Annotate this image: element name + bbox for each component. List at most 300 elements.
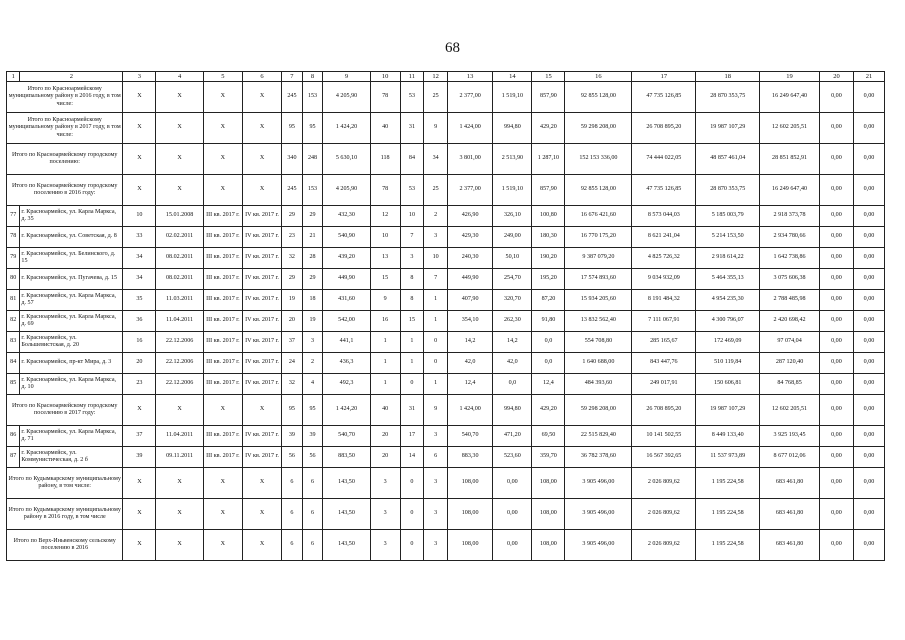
data-cell: 0,00 xyxy=(853,426,884,447)
data-cell: 2 513,90 xyxy=(493,144,532,175)
data-cell: 37 xyxy=(123,426,156,447)
data-cell: 74 444 022,05 xyxy=(632,144,696,175)
data-cell: 2 377,00 xyxy=(447,82,492,113)
data-cell: 287 120,40 xyxy=(760,353,820,374)
data-cell: IV кв. 2017 г. xyxy=(242,248,281,269)
data-cell: 28 870 353,75 xyxy=(696,175,760,206)
data-cell: 14 xyxy=(400,447,424,468)
data-cell: 6 xyxy=(282,530,303,561)
data-cell: X xyxy=(242,175,281,206)
data-cell: 1 195 224,58 xyxy=(696,530,760,561)
data-cell: 26 708 895,20 xyxy=(632,395,696,426)
data-cell: 285 165,67 xyxy=(632,332,696,353)
data-cell: 16 xyxy=(123,332,156,353)
data-cell: 6 xyxy=(424,447,448,468)
data-cell: X xyxy=(123,144,156,175)
data-cell: 95 xyxy=(282,113,303,144)
table-row xyxy=(7,374,885,395)
header-cell: 1 xyxy=(7,72,20,82)
data-cell: 39 xyxy=(123,447,156,468)
data-cell: X xyxy=(203,530,242,561)
data-cell: 994,80 xyxy=(493,395,532,426)
data-cell: 3 905 496,00 xyxy=(565,530,632,561)
data-cell: 1 xyxy=(400,332,424,353)
data-cell: 0,00 xyxy=(819,426,853,447)
data-cell: 50,10 xyxy=(493,248,532,269)
data-cell: 0,00 xyxy=(819,113,853,144)
data-cell: 20 xyxy=(370,426,400,447)
data-cell: X xyxy=(123,530,156,561)
data-cell: 0,00 xyxy=(853,332,884,353)
data-cell: 3 xyxy=(424,426,448,447)
data-cell: 16 xyxy=(370,311,400,332)
data-cell: 4 300 796,07 xyxy=(696,311,760,332)
data-cell: 1 195 224,58 xyxy=(696,468,760,499)
data-cell: 1 xyxy=(424,374,448,395)
data-cell: 0,00 xyxy=(819,395,853,426)
header-cell: 14 xyxy=(493,72,532,82)
total-label: Итого по Красноармейскому городскому поселению в 2016 году: xyxy=(7,175,123,206)
total-row xyxy=(7,113,885,144)
data-cell: 3 801,00 xyxy=(447,144,492,175)
data-cell: 16 249 647,40 xyxy=(760,82,820,113)
data-cell: 10 xyxy=(400,206,424,227)
data-cell: IV кв. 2017 г. xyxy=(242,290,281,311)
data-cell: 2 026 809,62 xyxy=(632,530,696,561)
data-cell: 249,00 xyxy=(493,227,532,248)
header-cell: 16 xyxy=(565,72,632,82)
data-cell: 1 xyxy=(424,311,448,332)
data-cell: 2 xyxy=(302,353,323,374)
header-cell: 5 xyxy=(203,72,242,82)
data-cell: 22.12.2006 xyxy=(156,353,203,374)
address-cell: г. Красноармейск, ул. Карла Маркса, д. 71 xyxy=(20,426,123,447)
data-cell: 84 768,85 xyxy=(760,374,820,395)
header-cell: 9 xyxy=(323,72,370,82)
data-cell: 35 xyxy=(123,290,156,311)
data-cell: 10 141 502,55 xyxy=(632,426,696,447)
data-cell: 449,90 xyxy=(323,269,370,290)
data-cell: 6 xyxy=(302,468,323,499)
data-cell: 40 xyxy=(370,395,400,426)
data-cell: III кв. 2017 г. xyxy=(203,248,242,269)
data-cell: 95 xyxy=(302,113,323,144)
data-cell: 5 630,10 xyxy=(323,144,370,175)
data-cell: 108,00 xyxy=(447,499,492,530)
table-row xyxy=(7,248,885,269)
data-cell: 326,10 xyxy=(493,206,532,227)
data-cell: 2 xyxy=(424,206,448,227)
total-label: Итого по Красноармейскому городскому поселению: xyxy=(7,144,123,175)
data-cell: 540,70 xyxy=(323,426,370,447)
data-cell: 9 034 932,09 xyxy=(632,269,696,290)
data-cell: 0,00 xyxy=(853,353,884,374)
data-cell: 12 xyxy=(370,206,400,227)
address-cell: г. Красноармейск, ул. Советская, д. 8 xyxy=(20,227,123,248)
data-cell: 0,00 xyxy=(493,468,532,499)
data-cell: 0,00 xyxy=(853,290,884,311)
data-cell: 0,00 xyxy=(819,332,853,353)
data-cell: 429,20 xyxy=(532,395,565,426)
data-cell: 84 xyxy=(400,144,424,175)
data-cell: 484 393,60 xyxy=(565,374,632,395)
data-cell: X xyxy=(156,113,203,144)
header-cell: 7 xyxy=(282,72,303,82)
data-cell: 1 287,10 xyxy=(532,144,565,175)
row-number: 81 xyxy=(7,290,20,311)
address-cell: г. Красноармейск, ул. Карла Маркса, д. 10 xyxy=(20,374,123,395)
data-cell: 0 xyxy=(400,499,424,530)
data-cell: 9 xyxy=(424,113,448,144)
data-cell: 108,00 xyxy=(532,499,565,530)
data-cell: 254,70 xyxy=(493,269,532,290)
data-cell: IV кв. 2017 г. xyxy=(242,332,281,353)
data-cell: 20 xyxy=(123,353,156,374)
data-cell: 195,20 xyxy=(532,269,565,290)
data-cell: 0,00 xyxy=(853,447,884,468)
data-cell: 100,80 xyxy=(532,206,565,227)
table-row xyxy=(7,206,885,227)
data-cell: X xyxy=(203,82,242,113)
data-cell: 11.03.2011 xyxy=(156,290,203,311)
data-cell: 143,50 xyxy=(323,530,370,561)
total-row xyxy=(7,499,885,530)
data-cell: 152 153 336,00 xyxy=(565,144,632,175)
data-cell: 248 xyxy=(302,144,323,175)
data-cell: 359,70 xyxy=(532,447,565,468)
data-cell: 92 855 128,00 xyxy=(565,175,632,206)
data-cell: 994,80 xyxy=(493,113,532,144)
data-cell: 249 017,91 xyxy=(632,374,696,395)
row-number: 78 xyxy=(7,227,20,248)
data-cell: X xyxy=(156,499,203,530)
data-cell: IV кв. 2017 г. xyxy=(242,374,281,395)
data-cell: 0,00 xyxy=(819,206,853,227)
data-cell: 56 xyxy=(282,447,303,468)
data-cell: 08.02.2011 xyxy=(156,269,203,290)
data-cell: 1 424,00 xyxy=(447,395,492,426)
data-cell: 47 735 126,85 xyxy=(632,175,696,206)
data-cell: X xyxy=(203,175,242,206)
data-cell: 8 xyxy=(400,290,424,311)
data-cell: 6 xyxy=(282,468,303,499)
address-cell: г. Красноармейск, ул. Коммунистическая, д. 2 б xyxy=(20,447,123,468)
header-cell: 10 xyxy=(370,72,400,82)
data-cell: IV кв. 2017 г. xyxy=(242,426,281,447)
data-cell: 22 515 829,40 xyxy=(565,426,632,447)
address-cell: г. Красноармейск, пр-кт Мира, д. 3 xyxy=(20,353,123,374)
data-cell: 1 xyxy=(370,353,400,374)
data-cell: 22.12.2006 xyxy=(156,374,203,395)
data-cell: 0,00 xyxy=(853,499,884,530)
data-cell: 13 832 562,40 xyxy=(565,311,632,332)
data-cell: 0,00 xyxy=(853,530,884,561)
data-cell: 2 026 809,62 xyxy=(632,499,696,530)
data-cell: 108,00 xyxy=(447,530,492,561)
data-cell: 0,00 xyxy=(493,530,532,561)
data-cell: 16 770 175,20 xyxy=(565,227,632,248)
header-cell: 18 xyxy=(696,72,760,82)
register-table xyxy=(6,71,885,561)
data-cell: 0,00 xyxy=(853,269,884,290)
data-cell: 20 xyxy=(282,311,303,332)
data-cell: 12 602 205,51 xyxy=(760,113,820,144)
data-cell: X xyxy=(156,82,203,113)
data-cell: 523,60 xyxy=(493,447,532,468)
data-cell: 0,00 xyxy=(853,248,884,269)
data-cell: 3 xyxy=(424,227,448,248)
data-cell: X xyxy=(156,395,203,426)
total-label: Итого по Красноармейскому городскому поселению в 2017 году: xyxy=(7,395,123,426)
data-cell: 1 xyxy=(424,290,448,311)
data-cell: X xyxy=(242,499,281,530)
data-cell: 245 xyxy=(282,175,303,206)
data-cell: 449,90 xyxy=(447,269,492,290)
data-cell: 2 377,00 xyxy=(447,175,492,206)
data-cell: 15.01.2008 xyxy=(156,206,203,227)
data-cell: X xyxy=(123,175,156,206)
address-cell: г. Красноармейск, ул. Белинского, д. 15 xyxy=(20,248,123,269)
data-cell: 29 xyxy=(302,206,323,227)
data-cell: 2 788 485,98 xyxy=(760,290,820,311)
data-cell: 9 387 079,20 xyxy=(565,248,632,269)
data-cell: 26 708 895,20 xyxy=(632,113,696,144)
header-cell: 20 xyxy=(819,72,853,82)
row-number: 85 xyxy=(7,374,20,395)
data-cell: 24 xyxy=(282,353,303,374)
data-cell: 4 xyxy=(302,374,323,395)
data-cell: 441,1 xyxy=(323,332,370,353)
data-cell: 3 xyxy=(400,248,424,269)
data-cell: 59 298 208,00 xyxy=(565,395,632,426)
data-cell: 3 xyxy=(424,468,448,499)
data-cell: 17 574 893,60 xyxy=(565,269,632,290)
data-cell: 7 xyxy=(424,269,448,290)
data-cell: 31 xyxy=(400,395,424,426)
data-cell: 0,00 xyxy=(819,530,853,561)
data-cell: 0,00 xyxy=(819,269,853,290)
data-cell: 883,30 xyxy=(447,447,492,468)
address-cell: г. Красноармейск, ул. Большевистская, д. 20 xyxy=(20,332,123,353)
data-cell: IV кв. 2017 г. xyxy=(242,311,281,332)
data-cell: 683 461,80 xyxy=(760,499,820,530)
data-cell: 0,00 xyxy=(853,113,884,144)
data-cell: 78 xyxy=(370,82,400,113)
data-cell: 53 xyxy=(400,175,424,206)
data-cell: 11.04.2011 xyxy=(156,426,203,447)
data-cell: 0,0 xyxy=(532,332,565,353)
data-cell: 180,30 xyxy=(532,227,565,248)
data-cell: 7 111 067,91 xyxy=(632,311,696,332)
data-cell: X xyxy=(242,82,281,113)
data-cell: X xyxy=(242,468,281,499)
data-cell: 37 xyxy=(282,332,303,353)
data-cell: 9 xyxy=(424,395,448,426)
total-row xyxy=(7,82,885,113)
data-cell: X xyxy=(203,499,242,530)
data-cell: 19 987 107,29 xyxy=(696,395,760,426)
data-cell: 240,30 xyxy=(447,248,492,269)
total-label: Итого по Кудымкарскому муниципальному району, в том числе: xyxy=(7,468,123,499)
data-cell: 340 xyxy=(282,144,303,175)
table-row xyxy=(7,426,885,447)
data-cell: 39 xyxy=(302,426,323,447)
data-cell: 429,30 xyxy=(447,227,492,248)
header-cell: 11 xyxy=(400,72,424,82)
table-row xyxy=(7,447,885,468)
data-cell: 6 xyxy=(302,499,323,530)
table-row xyxy=(7,353,885,374)
data-cell: 5 185 003,79 xyxy=(696,206,760,227)
data-cell: 1 195 224,58 xyxy=(696,499,760,530)
data-cell: III кв. 2017 г. xyxy=(203,447,242,468)
total-label: Итого по Верх-Иньвенскому сельскому поселению в 2016 xyxy=(7,530,123,561)
data-cell: 40 xyxy=(370,113,400,144)
table-row xyxy=(7,269,885,290)
data-cell: 21 xyxy=(302,227,323,248)
data-cell: 0,00 xyxy=(853,395,884,426)
data-cell: 3 905 496,00 xyxy=(565,499,632,530)
data-cell: 34 xyxy=(424,144,448,175)
data-cell: 3 xyxy=(302,332,323,353)
data-cell: 17 xyxy=(400,426,424,447)
data-cell: 190,20 xyxy=(532,248,565,269)
data-cell: 7 xyxy=(400,227,424,248)
data-cell: 1 424,00 xyxy=(447,113,492,144)
data-cell: 25 xyxy=(424,175,448,206)
data-cell: 53 xyxy=(400,82,424,113)
data-cell: 118 xyxy=(370,144,400,175)
data-cell: 108,00 xyxy=(447,468,492,499)
table-row xyxy=(7,227,885,248)
data-cell: 22.12.2006 xyxy=(156,332,203,353)
data-cell: 5 464 355,13 xyxy=(696,269,760,290)
data-cell: 87,20 xyxy=(532,290,565,311)
data-cell: 0 xyxy=(424,332,448,353)
data-cell: 8 677 012,06 xyxy=(760,447,820,468)
header-cell: 8 xyxy=(302,72,323,82)
table-row xyxy=(7,311,885,332)
data-cell: 4 205,90 xyxy=(323,175,370,206)
total-row xyxy=(7,395,885,426)
data-cell: X xyxy=(123,395,156,426)
data-cell: 31 xyxy=(400,113,424,144)
total-row xyxy=(7,468,885,499)
data-cell: 15 934 205,60 xyxy=(565,290,632,311)
data-cell: IV кв. 2017 г. xyxy=(242,206,281,227)
data-cell: IV кв. 2017 г. xyxy=(242,227,281,248)
data-cell: 143,50 xyxy=(323,468,370,499)
data-cell: 11 537 973,89 xyxy=(696,447,760,468)
data-cell: 48 857 461,04 xyxy=(696,144,760,175)
header-cell: 17 xyxy=(632,72,696,82)
data-cell: 0,00 xyxy=(819,499,853,530)
data-cell: 8 191 484,32 xyxy=(632,290,696,311)
data-cell: 3 xyxy=(370,499,400,530)
data-cell: 0,00 xyxy=(819,82,853,113)
data-cell: 15 xyxy=(400,311,424,332)
data-cell: 14,2 xyxy=(493,332,532,353)
data-cell: 6 xyxy=(282,499,303,530)
data-cell: III кв. 2017 г. xyxy=(203,311,242,332)
data-cell: 1 xyxy=(400,353,424,374)
total-row xyxy=(7,144,885,175)
data-cell: 429,20 xyxy=(532,113,565,144)
data-cell: 857,90 xyxy=(532,175,565,206)
data-cell: 0,00 xyxy=(819,290,853,311)
data-cell: 20 xyxy=(370,447,400,468)
data-cell: 56 xyxy=(302,447,323,468)
data-cell: 432,30 xyxy=(323,206,370,227)
data-cell: 14,2 xyxy=(447,332,492,353)
row-number: 86 xyxy=(7,426,20,447)
data-cell: 36 782 378,60 xyxy=(565,447,632,468)
data-cell: 33 xyxy=(123,227,156,248)
data-cell: X xyxy=(203,113,242,144)
data-cell: 436,3 xyxy=(323,353,370,374)
data-cell: X xyxy=(156,144,203,175)
data-cell: 10 xyxy=(424,248,448,269)
row-number: 83 xyxy=(7,332,20,353)
data-cell: 153 xyxy=(302,175,323,206)
data-cell: 3 925 193,45 xyxy=(760,426,820,447)
data-cell: 9 xyxy=(370,290,400,311)
data-cell: 471,20 xyxy=(493,426,532,447)
header-cell: 13 xyxy=(447,72,492,82)
data-cell: 426,90 xyxy=(447,206,492,227)
data-cell: 0,00 xyxy=(853,144,884,175)
data-cell: 0,0 xyxy=(532,353,565,374)
header-cell: 3 xyxy=(123,72,156,82)
data-cell: 883,50 xyxy=(323,447,370,468)
data-cell: 540,90 xyxy=(323,227,370,248)
data-cell: 1 642 738,86 xyxy=(760,248,820,269)
data-cell: 0,00 xyxy=(819,144,853,175)
data-cell: 19 987 107,29 xyxy=(696,113,760,144)
data-cell: 0,0 xyxy=(493,374,532,395)
data-cell: 3 xyxy=(370,530,400,561)
total-row xyxy=(7,175,885,206)
data-cell: 262,30 xyxy=(493,311,532,332)
data-cell: 47 735 126,85 xyxy=(632,82,696,113)
data-cell: 4 954 235,30 xyxy=(696,290,760,311)
data-cell: 0 xyxy=(400,530,424,561)
data-cell: 95 xyxy=(282,395,303,426)
data-cell: 13 xyxy=(370,248,400,269)
data-cell: 02.02.2011 xyxy=(156,227,203,248)
data-cell: 39 xyxy=(282,426,303,447)
data-cell: 0,00 xyxy=(853,311,884,332)
data-cell: 23 xyxy=(123,374,156,395)
data-cell: 150 606,81 xyxy=(696,374,760,395)
data-cell: 0,00 xyxy=(493,499,532,530)
data-cell: III кв. 2017 г. xyxy=(203,206,242,227)
data-cell: 16 676 421,60 xyxy=(565,206,632,227)
data-cell: 23 xyxy=(282,227,303,248)
data-cell: 0,00 xyxy=(853,468,884,499)
data-cell: III кв. 2017 г. xyxy=(203,353,242,374)
table-row xyxy=(7,332,885,353)
data-cell: III кв. 2017 г. xyxy=(203,426,242,447)
data-cell: 18 xyxy=(302,290,323,311)
data-cell: 0,00 xyxy=(853,82,884,113)
data-cell: 28 870 353,75 xyxy=(696,82,760,113)
data-cell: 16 567 392,65 xyxy=(632,447,696,468)
address-cell: г. Красноармейск, ул. Карла Маркса, д. 35 xyxy=(20,206,123,227)
data-cell: 1 424,20 xyxy=(323,113,370,144)
data-cell: 683 461,80 xyxy=(760,530,820,561)
header-cell: 15 xyxy=(532,72,565,82)
